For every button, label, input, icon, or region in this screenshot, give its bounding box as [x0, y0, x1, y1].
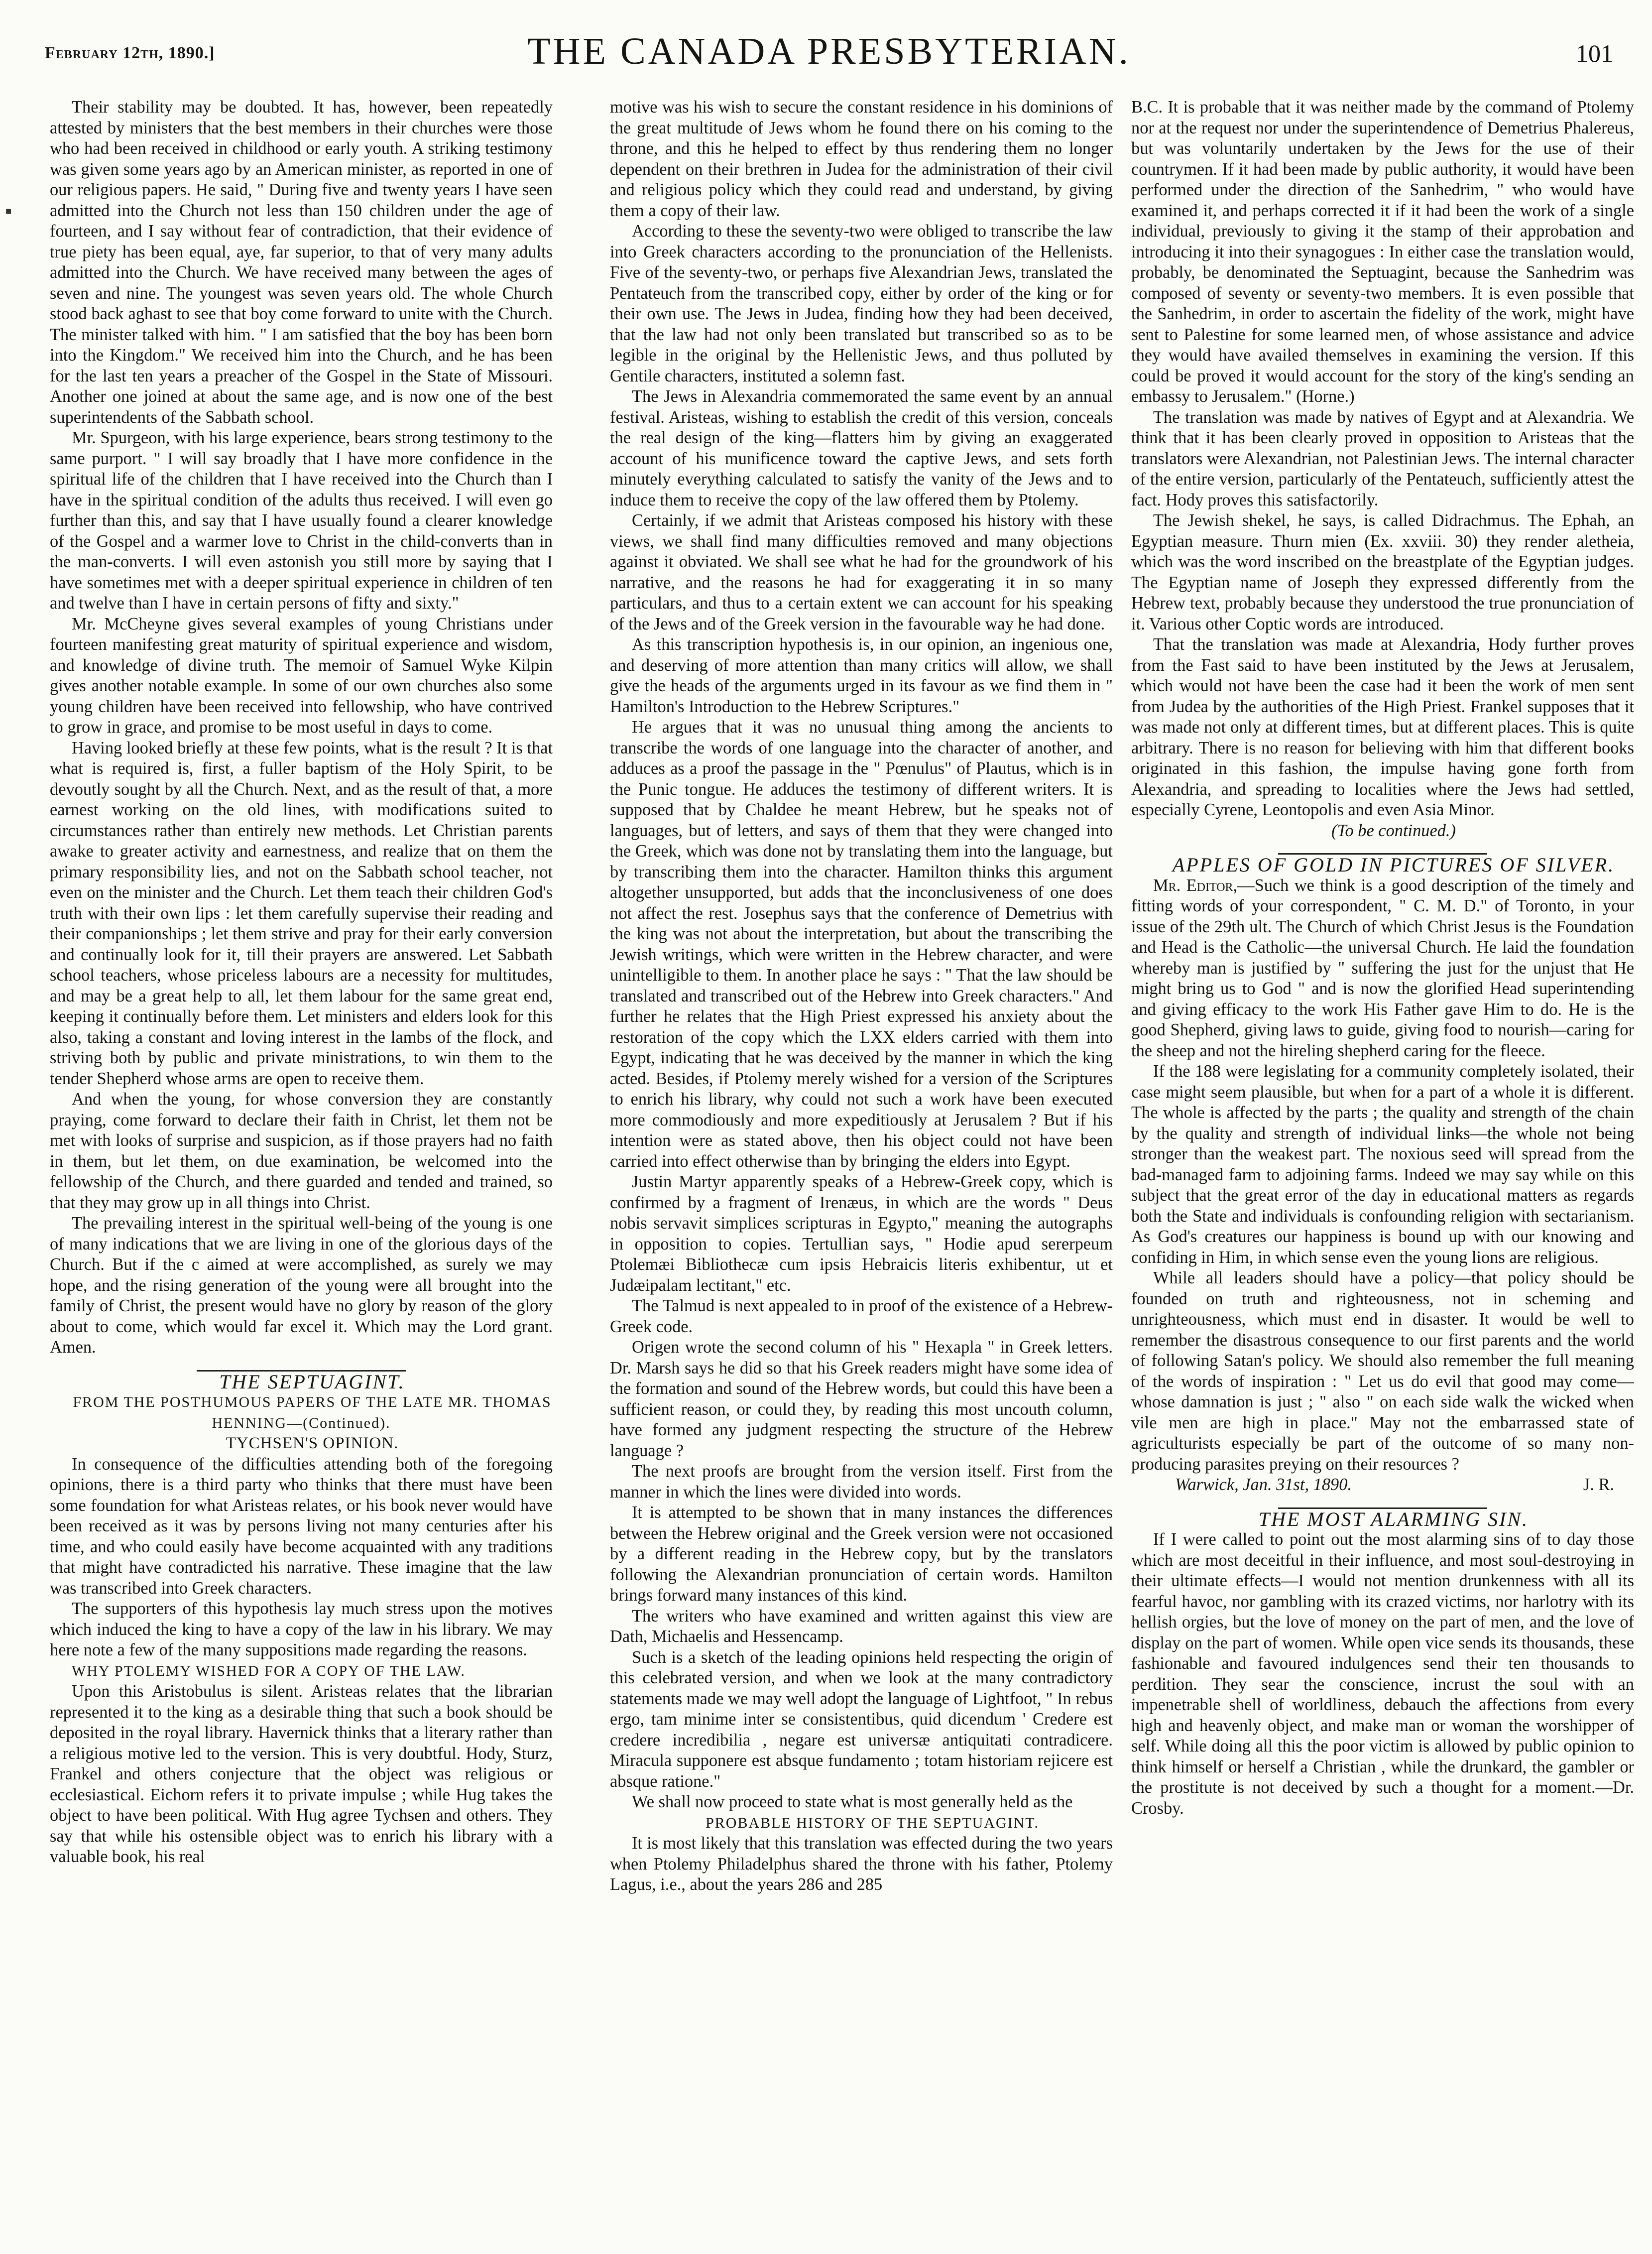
page-number: 101 [1576, 39, 1613, 67]
column-2 [610, 97, 1113, 2239]
newspaper-title: THE CANADA PRESBYTERIAN. [527, 30, 1131, 72]
paragraph: That the translation was made at Alexandria, Hody further proves from the Fast said to have been instituted by the Jews at Jerusalem, which would not have been the case had it been the work of men sent from Judea by the authorities of the High Priest. Frankel supposes that it was made not only at different times, but at different places. This is quite arbitrary. There is no reason for believing with him that different books originated in this fashion, the impulse having gone forth from Alexandria, and spreading to localities where the Jews had settled, especially Cyrene, Leontopolis and even Asia Minor. [1131, 635, 1634, 819]
article-heading: APPLES OF GOLD IN PICTURES OF SILVER. [1172, 854, 1615, 876]
column-1 [50, 97, 553, 2239]
paragraph: Justin Martyr apparently speaks of a Hebrew-Greek copy, which is confirmed by a fragment of Irenæus, in which are the words " Deus nobis servavit simplices scripturas in Egypto," meaning the autographs in opposition to copies. Tertullian says, " Hodie apud sererpeum Ptolemæi Bibliothecæ cum ipsis Hebraicis literis exhibentur, ut et Judæipalam lectitant," etc. [610, 1172, 1113, 1295]
paragraph: The next proofs are brought from the version itself. First from the manner in which the lines were divided into words. [610, 1462, 1113, 1502]
article-byline: FROM THE POSTHUMOUS PAPERS OF THE LATE MR. THOMAS HENNING—(Continued). [73, 1394, 552, 1431]
section-subheading: WHY PTOLEMY WISHED FOR A COPY OF THE LAW. [72, 1662, 466, 1679]
paragraph: The writers who have examined and written against this view are Dath, Michaelis and Hessencamp. [610, 1606, 1113, 1646]
salutation: Mr. Editor, [1153, 876, 1238, 895]
paragraph: Origen wrote the second column of his " Hexapla " in Greek letters. Dr. Marsh says he did so that his Greek readers might have some idea of the formation and sound of the Hebrew words, but could this have been a sufficient reason, or could they, by reading this most uncouth column, have formed any judgment respecting the structure of the Hebrew language ? [610, 1338, 1113, 1460]
page-header [45, 30, 1613, 70]
paragraph: Mr. Spurgeon, with his large experience, bears strong testimony to the same purport. " I will say broadly that I have more confidence in the spiritual life of the children that I have received into the Church than I have in the spiritual condition of the adults thus received. I will even go further than this, and say that I have usually found a clearer knowledge of the Gospel and a warmer love to Christ in the child-converts than in the man-converts. I will even astonish you still more by saying that I have sometimes met with a deeper spiritual experience in children of ten and twelve than I have in certain persons of fifty and sixty." [50, 428, 553, 613]
paragraph: As this transcription hypothesis is, in our opinion, an ingenious one, and deserving of more attention than many critics will allow, we shall give the heads of the arguments urged in its favour as we find them in " Hamilton's Introduction to the Hebrew Scriptures." [610, 635, 1113, 716]
paragraph: B.C. It is probable that it was neither made by the command of Ptolemy nor at the request nor under the superintendence of Demetrius Phalereus, but was voluntarily undertaken by the Jews for the use of their countrymen. If it had been made by public authority, it would have been performed under the direction of the Sanhedrim, " who would have examined it, and perhaps corrected it if it had been the work of a single individual, previously to giving it the stamp of their approbation and introducing it into their synagogues : In either case the translation would, probably, be denominated the Septuagint, because the Sanhedrim was composed of seventy or seventy-two members. It is even possible that the Sanhedrim, in order to ascertain the fidelity of the work, might have sent to Palestine for some learned men, of whose assistance and advice they would have availed themselves in examining the version. If this could be proved it would account for the story of the king's sending an embassy to Jerusalem." (Horne.) [1131, 98, 1634, 406]
margin-mark: ▪ [5, 200, 12, 222]
paragraph: Such is a sketch of the leading opinions held respecting the origin of this celebrated version, and when we look at the many contradictory statements made we may well adopt the language of Lightfoot, " In rebus ergo, tam minime inter se consistentibus, quid dicendum ' Credere est credere incredibilia , negare est universæ antiquitati contradicere. Miracula supponere est absque fundamento ; totam historiam rejicere est absque ratione." [610, 1647, 1113, 1791]
paragraph: It is attempted to be shown that in many instances the differences between the Hebrew original and the Greek version were not occasioned by a different reading in the Hebrew copy, but by the translators following the Alexandrian pronunciation of certain words. Hamilton brings forward many instances of this kind. [610, 1503, 1113, 1605]
paragraph: Having looked briefly at these few points, what is the result ? It is that what is required is, first, a fuller baptism of the Holy Spirit, to be devoutly sought by all the Church. Next, and as the result of that, a more earnest working on the old lines, with modifications suited to circumstances rather than entirely new methods. Let Christian parents awake to greater activity and earnestness, and realize that on them the primary responsibility lies, and not on the Sabbath school teacher, not even on the minister and the Church. Let them teach their children God's truth with their own lips : let them carefully supervise their reading and their companionships ; let them strive and pray for their early conversion and continually look for it, till their prayers are answered. Let Sabbath school teachers, whose priceless labours are a necessity for multitudes, and may be a great help to all, let them labour for the same great end, keeping it continually before them. Let ministers and elders look for this also, taking a constant and loving interest in the lambs of the flock, and striving both by public and private ministrations, to win them to the tender Shepherd whose arms are open to receive them. [50, 738, 553, 1088]
paragraph: motive was his wish to secure the constant residence in his dominions of the great multitude of Jews whom he found there on his coming to the throne, and this he helped to effect by thus rendering them no longer dependent on their brethren in Judea for the administration of their civil and religious policy which they could read and understand, by giving them a copy of their law. [610, 98, 1113, 220]
paragraph: The prevailing interest in the spiritual well-being of the young is one of many indications that we are living in one of the glorious days of the Church. But if the c aimed at were accomplished, as surely we may hope, and the rising generation of the young were all brought into the family of Christ, the present would have no glory by reason of the glory about to come, which would far excel it. Which may the Lord grant. Amen. [50, 1214, 553, 1357]
paragraph: In consequence of the difficulties attending both of the foregoing opinions, there is a third party who thinks that there must have been some foundation for what Aristeas relates, or his book never would have been received as it was by persons living not many centuries after his time, and who could easily have become acquainted with any traditions that might have contradicted his narrative. These imagine that the law was transcribed into Greek characters. [50, 1454, 553, 1598]
paragraph: If I were called to point out the most alarming sins of to day those which are most deceitful in their influence, and most soul-destroying in their ultimate effects—I would not mention drunkenness with all its fearful havoc, nor gambling with its crazed victims, nor harlotry with its hellish orgies, but the love of money on the part of men, and the love of display on the part of women. While open vice sends its thousands, these fashionable and favoured indulgences send their ten thousands to perdition. They sear the conscience, incrust the soul with an impenetrable shell of worldliness, debauch the affections from every high and heavenly object, and make man or woman the worshipper of self. While doing all this the poor victim is allowed by public opinion to think himself or herself a Christian , while the drunkard, the gambler or the prostitute is not deceived by such a thought for a moment.—Dr. Crosby. [1131, 1530, 1634, 1818]
paragraph: He argues that it was no unusual thing among the ancients to transcribe the words of one language into the character of another, and adduces as a proof the passage in the " Pœnulus" of Plautus, which is in the Punic tongue. He adduces the testimony of different writers. It is supposed that by Chaldee he meant Hebrew, but he speaks not of languages, but of letters, and says of them that they were changed into the Greek, which was done not by translating them into the language, but by transcribing them into the character. Hamilton thinks this argument altogether unsupported, but adds that the inconclusiveness of one does not affect the rest. Josephus says that the conference of Demetrius with the king was not about the interpretation, but about the transcribing the Jewish writings, which were written in the Hebrew character, and were unintelligible to them. In another place he says : " That the law should be translated and transcribed out of the Hebrew into Greek characters." And further he relates that the High Priest expressed his anxiety about the restoration of the copy which the LXX elders carried with them into Egypt, indicating that he was deceived by the manner in which the king acted. Besides, if Ptolemy merely wished for a version of the Scriptures to enrich his library, why could not such a work have been executed more commodiously and more expeditiously at Jerusalem ? But if his intention were as stated above, then his object could not have been carried into effect otherwise than by bringing the elders into Egypt. [610, 718, 1113, 1171]
signature-initials: J. R. [1583, 1475, 1614, 1494]
paragraph: Mr. McCheyne gives several examples of young Christians under fourteen manifesting great maturity of spiritual experience and wisdom, and knowledge of divine truth. The memoir of Samuel Wyke Kilpin gives another notable example. In some of our own churches also some young children have been received into fellowship, who have contrived to grow in grace, and promise to be most useful in days to come. [50, 614, 553, 737]
continued-note: (To be continued.) [1331, 821, 1456, 840]
signature [1131, 1475, 1634, 1496]
paragraph: The supporters of this hypothesis lay much stress upon the motives which induced the king to have a copy of the law in his library. We may here note a few of the many suppositions made regarding the reasons. [50, 1599, 553, 1659]
paragraph: And when the young, for whose conversion they are constantly praying, come forward to declare their faith in Christ, let them not be met with looks of surprise and suspicion, as if those prayers had no faith in them, but let them, on due examination, be welcomed into the fellowship of the Church, and there guarded and tended and trained, so that they may grow up in all things into Christ. [50, 1090, 553, 1212]
paragraph-text: —Such we think is a good description of the timely and fitting words of your correspondent, " C. M. D." of Toronto, in your issue of the 29th ult. The Church of which Christ Jesus is the Foundation and Head is the Catholic—the universal Church. He laid the foundation whereby man is justified by " suffering the just for the unjust that He might bring us to God " and is now the glorified Head superintending and giving efficacy to the work His Father gave Him to do. He is the good Shepherd, giving laws to guide, giving food to nourish—caring for the sheep and not the hireling shepherd caring for the fleece. [1131, 876, 1634, 1060]
paragraph [1131, 876, 1634, 1062]
paragraph: It is most likely that this translation was effected during the two years when Ptolemy Philadelphus shared the throne with his father, Ptolemy Lagus, i.e., about the years 286 and 285 [610, 1834, 1113, 1894]
issue-date: February 12th, 1890.] [45, 44, 215, 62]
paragraph: If the 188 were legislating for a community completely isolated, their case might seem plausible, but when for a part of a whole it is different. The whole is affected by the parts ; the quality and strength of the chain by the quality and strength of individual links—the whole not being stronger than the weakest part. The noxious seed will spread from the bad-managed farm to adjoining farms. Indeed we may say while on this subject that the great error of the day in educational matters as regards both the State and individuals is confounding religion with sectarianism. As God's creatures our happiness is bound up with our knowing and confiding in Him, in which sense even the young lions are religious. [1131, 1062, 1634, 1267]
column-3 [1131, 97, 1634, 2239]
article-heading: THE SEPTUAGINT. [219, 1370, 405, 1393]
section-subheading: TYCHSEN'S OPINION. [226, 1434, 399, 1452]
paragraph: The translation was made by natives of Egypt and at Alexandria. We think that it has been clearly proved in opposition to Aristeas that the translators were Alexandrian, not Palestinian Jews. The internal character of the entire version, particularly of the Pentateuch, sufficiently attest the fact. Hody proves this satisfactorily. [1131, 407, 1634, 509]
article-heading: THE MOST ALARMING SIN. [1258, 1507, 1529, 1530]
paragraph: The Jewish shekel, he says, is called Didrachmus. The Ephah, an Egyptian measure. Thurn mien (Ex. xxviii. 30) they render aletheia, which was the word inscribed on the breastplate of the Egyptian judges. The Egyptian name of Joseph they expressed differently from the Hebrew text, probably because they understood the true pronunciation of it. Various other Coptic words are introduced. [1131, 511, 1634, 633]
paragraph: According to these the seventy-two were obliged to transcribe the law into Greek characters according to the pronunciation of the Hellenists. Five of the seventy-two, or perhaps five Alexandrian Jews, translated the Pentateuch from the transcribed copy, either by order of the king or for their own use. The Jews in Judea, finding how they had been deceived, that the law had not only been translated but transcribed so as to be legible in the original by the Hellenistic Jews, and thus polluted by Gentile characters, instituted a solemn fast. [610, 222, 1113, 385]
paragraph: The Talmud is next appealed to in proof of the existence of a Hebrew-Greek code. [610, 1296, 1113, 1336]
section-subheading: PROBABLE HISTORY OF THE SEPTUAGINT. [706, 1814, 1039, 1831]
signature-place-date: Warwick, Jan. 31st, 1890. [1175, 1475, 1352, 1494]
paragraph: The Jews in Alexandria commemorated the same event by an annual festival. Aristeas, wishing to establish the credit of this version, conceals the real design of the king—flatters him by giving an exaggerated account of his munificence toward the captive Jews, and sets forth minutely everything calculated to satisfy the vanity of the Jews and to induce them to receive the copy of the law offered them by Ptolemy. [610, 387, 1113, 509]
paragraph: Upon this Aristobulus is silent. Aristeas relates that the librarian represented it to the king as a desirable thing that such a book should be deposited in the royal library. Havernick thinks that a literary rather than a religious motive led to the version. This is very doubtful. Hody, Sturz, Frankel and others conjecture that the object was religious or ecclesiastical. Eichorn refers it to private impulse ; while Hug takes the object to have been political. With Hug agree Tychsen and others. They say that while his ostensible object was to enrich his library with a valuable book, his real [50, 1682, 553, 1866]
paragraph: Certainly, if we admit that Aristeas composed his history with these views, we shall find many difficulties removed and many objections against it obviated. We shall see what he had for the groundwork of his narrative, and the reasons he had for exaggerating it in so many particulars, and thus to a certain extent we can account for his speaking of the Jews and of the Greek version in the favourable way he had done. [610, 511, 1113, 633]
paragraph: While all leaders should have a policy—that policy should be founded on truth and righteousness, not in scheming and unrighteousness, which must end in disaster. It would be well to remember the disastrous consequence to our first parents and the world of following Satan's policy. We should also remember the full meaning of the words of inspiration : " Let us do evil that good may come—whose damnation is just ; " also " on each side walk the wicked when vile men are high in place." May not the embarrassed state of agriculturists especially be part of the outcome of so many non-producing parasites preying on their resources ? [1131, 1268, 1634, 1474]
paragraph: We shall now proceed to state what is most generally held as the [632, 1792, 1073, 1811]
paragraph: Their stability may be doubted. It has, however, been repeatedly attested by ministers that the best members in their churches were those who had been received in childhood or early youth. A striking testimony was given some years ago by an American minister, as reported in one of our religious papers. He said, " During five and twenty years I have seen admitted into the Church not less than 150 children under the age of fourteen, and I say without fear of contradiction, that their evidence of true piety has been equal, aye, far superior, to that of very many adults admitted into the Church. We have received many between the ages of seven and nine. The youngest was seven years old. The whole Church stood back aghast to see that boy come forward to unite with the Church. The minister talked with him. " I am satisfied that the boy has been born into the Kingdom." We received him into the Church, and he has been for the last ten years a preacher of the Gospel in the State of Missouri. Another one joined at about the same age, and is now one of the best superintendents of the Sabbath school. [50, 98, 553, 427]
